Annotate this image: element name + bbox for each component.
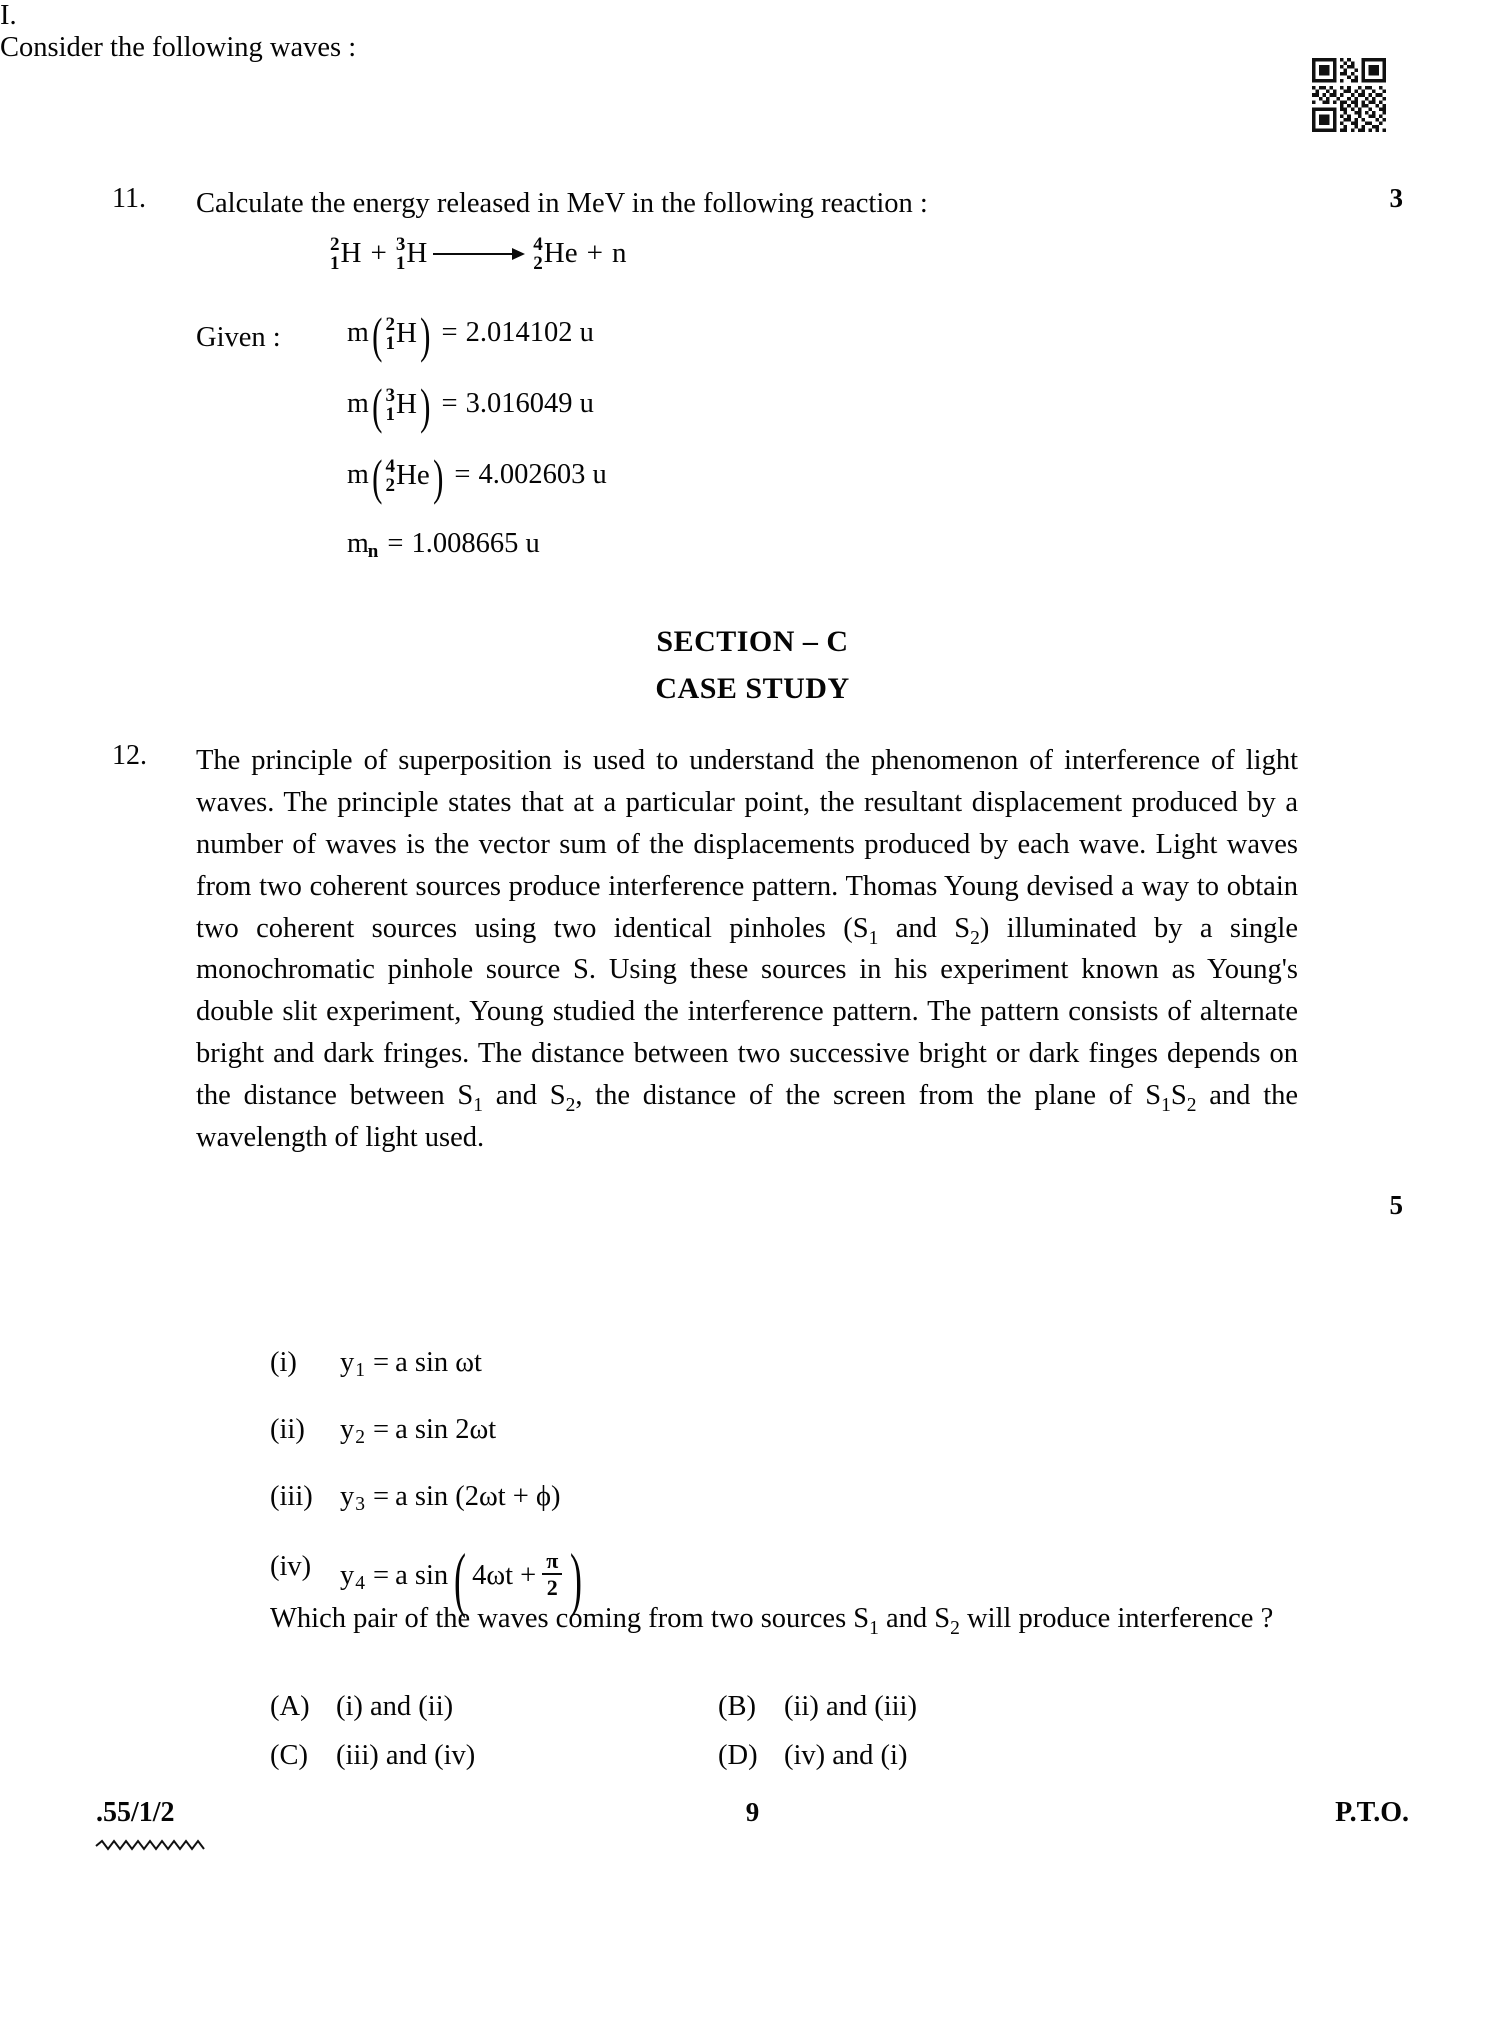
- close-paren-1: ): [420, 307, 431, 364]
- wave-i-y: y: [340, 1347, 355, 1378]
- which-s2-subscript: 2: [950, 1618, 960, 1639]
- deuterium-symbol: H: [340, 236, 362, 269]
- fraction-denominator: 2: [546, 1575, 558, 1601]
- tritium-symbol-2: H: [395, 387, 417, 420]
- tritium-nuclide-2: [385, 385, 416, 424]
- plus-sign-1: +: [370, 236, 387, 269]
- paper-code: .55/1/2: [96, 1797, 175, 1828]
- mass-symbol-2: m: [347, 388, 369, 420]
- plus-sign-2: +: [586, 236, 603, 269]
- squiggle-underline: [94, 1838, 224, 1852]
- reactant-tritium: [396, 234, 427, 273]
- close-paren-2: ): [420, 378, 431, 435]
- neutron-subscript: n: [367, 541, 379, 562]
- wave-iii-subscript: 3: [355, 1494, 365, 1515]
- product-helium: [533, 234, 577, 273]
- tritium-indices: 3 1: [395, 234, 406, 275]
- wave-iv-inner: 4ωt +: [472, 1560, 537, 1592]
- wave-i-expression: a sin ωt: [395, 1347, 482, 1378]
- which-pair-part1: Which pair of the waves coming from two sources S: [270, 1603, 870, 1634]
- q12-text-part5: , the distance of the screen from the plane of S: [575, 1080, 1162, 1112]
- pto-label: P.T.O.: [1335, 1797, 1409, 1828]
- wave-iii-y: y: [340, 1481, 355, 1512]
- wave-ii-equals: =: [373, 1414, 390, 1445]
- option-c[interactable]: [270, 1740, 475, 1772]
- option-a-text: (i) and (ii): [336, 1691, 454, 1722]
- reactant-deuterium: [330, 234, 361, 273]
- qr-code: [1312, 58, 1386, 132]
- deuterium-indices: 2 1: [330, 234, 340, 275]
- part-i-stem: Consider the following waves :: [0, 32, 357, 63]
- option-d-text: (iv) and (i): [784, 1740, 908, 1771]
- mass-helium-line: [347, 449, 607, 506]
- case-study-subtitle: CASE STUDY: [655, 672, 850, 705]
- fraction-pi-over-2: [542, 1549, 562, 1599]
- helium-indices: 4 2: [533, 234, 543, 275]
- helium-nuclide-3: [385, 456, 429, 495]
- option-d-letter: (D): [718, 1740, 758, 1771]
- question-12-marks: 5: [1389, 1190, 1403, 1220]
- wave-iii-expression: a sin (2ωt + ϕ): [395, 1481, 561, 1512]
- product-neutron: n: [611, 236, 627, 269]
- question-11-number: 11.: [112, 183, 146, 214]
- mass-value-tritium: 3.016049 u: [465, 388, 594, 420]
- wave-iv-prefix: a sin: [395, 1560, 449, 1592]
- q12-text-part6: S: [1170, 1080, 1187, 1112]
- option-b[interactable]: [718, 1691, 917, 1723]
- equals-neutron: =: [387, 528, 404, 559]
- open-paren-1: (: [371, 307, 383, 364]
- wave-equation-iv: [340, 1539, 588, 1620]
- mass-value-helium: 4.002603 u: [478, 459, 607, 491]
- helium-indices-3: 4 2: [385, 456, 395, 497]
- section-c-title: SECTION – C: [656, 625, 849, 658]
- wave-label-iii: (iii): [270, 1481, 313, 1512]
- question-12-paragraph: [196, 740, 1298, 1159]
- q12-text-part7: and the wavelength of light used.: [196, 1080, 1299, 1154]
- mass-value-deuterium: 2.014102 u: [465, 317, 594, 349]
- tritium-indices-2: 3 1: [385, 385, 395, 426]
- deuterium-indices-1: 2 1: [385, 314, 395, 355]
- mass-neutron-line: [347, 528, 540, 560]
- equals-2: =: [441, 388, 458, 420]
- fraction-numerator: π: [546, 1548, 559, 1573]
- question-12-number: 12.: [112, 740, 147, 771]
- open-paren-3: (: [371, 449, 383, 506]
- wave-iv-equals: =: [373, 1560, 390, 1592]
- given-label: Given :: [196, 322, 281, 353]
- q12-text-part1: The principle of superposition is used to understand the phenomenon of interference of light waves. The principle states that at a particular point, the resultant displacement produced by a number of waves is the vector sum of the displacements produced by each wave. Light waves from two coherent sources produce interference pattern. Thomas Young devised a way to obtain two coherent sources using two identical pinholes (S: [196, 745, 1298, 944]
- wave-label-ii: (ii): [270, 1414, 305, 1445]
- close-paren-iv: ): [570, 1539, 583, 1620]
- which-pair-question: [270, 1598, 1298, 1641]
- wave-equation-i: [340, 1347, 482, 1379]
- mass-symbol-1: m: [347, 317, 369, 349]
- open-paren-2: (: [371, 378, 383, 435]
- wave-equation-ii: [340, 1414, 496, 1446]
- wave-iv-subscript: 4: [355, 1573, 365, 1595]
- wave-iv-y: y: [340, 1560, 355, 1592]
- part-i-number: I.: [0, 0, 17, 31]
- wave-ii-expression: a sin 2ωt: [395, 1414, 497, 1445]
- mass-tritium-line: [347, 378, 594, 435]
- q12-text-part3: ) illuminated by a single monochromatic pinhole source S. Using these sources in his experiment known as Young's double slit experiment, Young studied the interference pattern. The pattern consists of alternate bright and dark fringes. The distance between two successive bright or dark finges depends on the distance between S: [196, 912, 1298, 1112]
- page-number: 9: [745, 1797, 760, 1827]
- mass-symbol-neutron: m: [347, 528, 369, 559]
- wave-i-subscript: 1: [355, 1360, 365, 1381]
- option-d[interactable]: [718, 1740, 907, 1772]
- s2-subscript-b: 2: [565, 1095, 576, 1117]
- wave-i-equals: =: [373, 1347, 390, 1378]
- question-11-stem: Calculate the energy released in MeV in the following reaction :: [196, 188, 928, 219]
- helium-symbol: He: [543, 236, 578, 269]
- option-c-letter: (C): [270, 1740, 308, 1771]
- mass-deuterium-line: [347, 307, 594, 364]
- q12-text-part2: and S: [878, 912, 971, 944]
- option-a-letter: (A): [270, 1691, 310, 1722]
- helium-symbol-3: He: [395, 458, 430, 491]
- question-11-marks: 3: [1389, 183, 1403, 213]
- wave-label-i: (i): [270, 1347, 297, 1378]
- s1-subscript-c: 1: [1161, 1095, 1171, 1117]
- deuterium-nuclide-1: [385, 314, 416, 353]
- wave-equation-iii: [340, 1481, 560, 1513]
- reaction-arrow-icon: [433, 253, 525, 254]
- wave-ii-y: y: [340, 1414, 355, 1445]
- equals-3: =: [454, 459, 471, 491]
- which-pair-part3: will produce interference ?: [959, 1603, 1274, 1634]
- deuterium-symbol-1: H: [395, 316, 417, 349]
- option-c-text: (iii) and (iv): [336, 1740, 476, 1771]
- wave-ii-subscript: 2: [355, 1427, 365, 1448]
- s1-subscript-b: 1: [473, 1095, 484, 1117]
- equals-1: =: [441, 317, 458, 349]
- nuclear-reaction-equation: [330, 234, 626, 273]
- option-b-text: (ii) and (iii): [784, 1691, 917, 1722]
- mass-symbol-3: m: [347, 459, 369, 491]
- wave-label-iv: (iv): [270, 1551, 312, 1582]
- s2-subscript-a: 2: [970, 927, 980, 949]
- tritium-symbol: H: [406, 236, 428, 269]
- option-b-letter: (B): [718, 1691, 756, 1722]
- open-paren-iv: (: [454, 1539, 467, 1620]
- which-pair-part2: and S: [878, 1603, 951, 1634]
- q12-text-part4: and S: [483, 1080, 566, 1112]
- which-s1-subscript: 1: [869, 1618, 879, 1639]
- s1-subscript-a: 1: [868, 927, 879, 949]
- wave-iii-equals: =: [373, 1481, 390, 1512]
- s2-subscript-c: 2: [1186, 1095, 1197, 1117]
- close-paren-3: ): [432, 449, 444, 506]
- mass-value-neutron: 1.008665 u: [411, 528, 540, 559]
- option-a[interactable]: [270, 1691, 453, 1723]
